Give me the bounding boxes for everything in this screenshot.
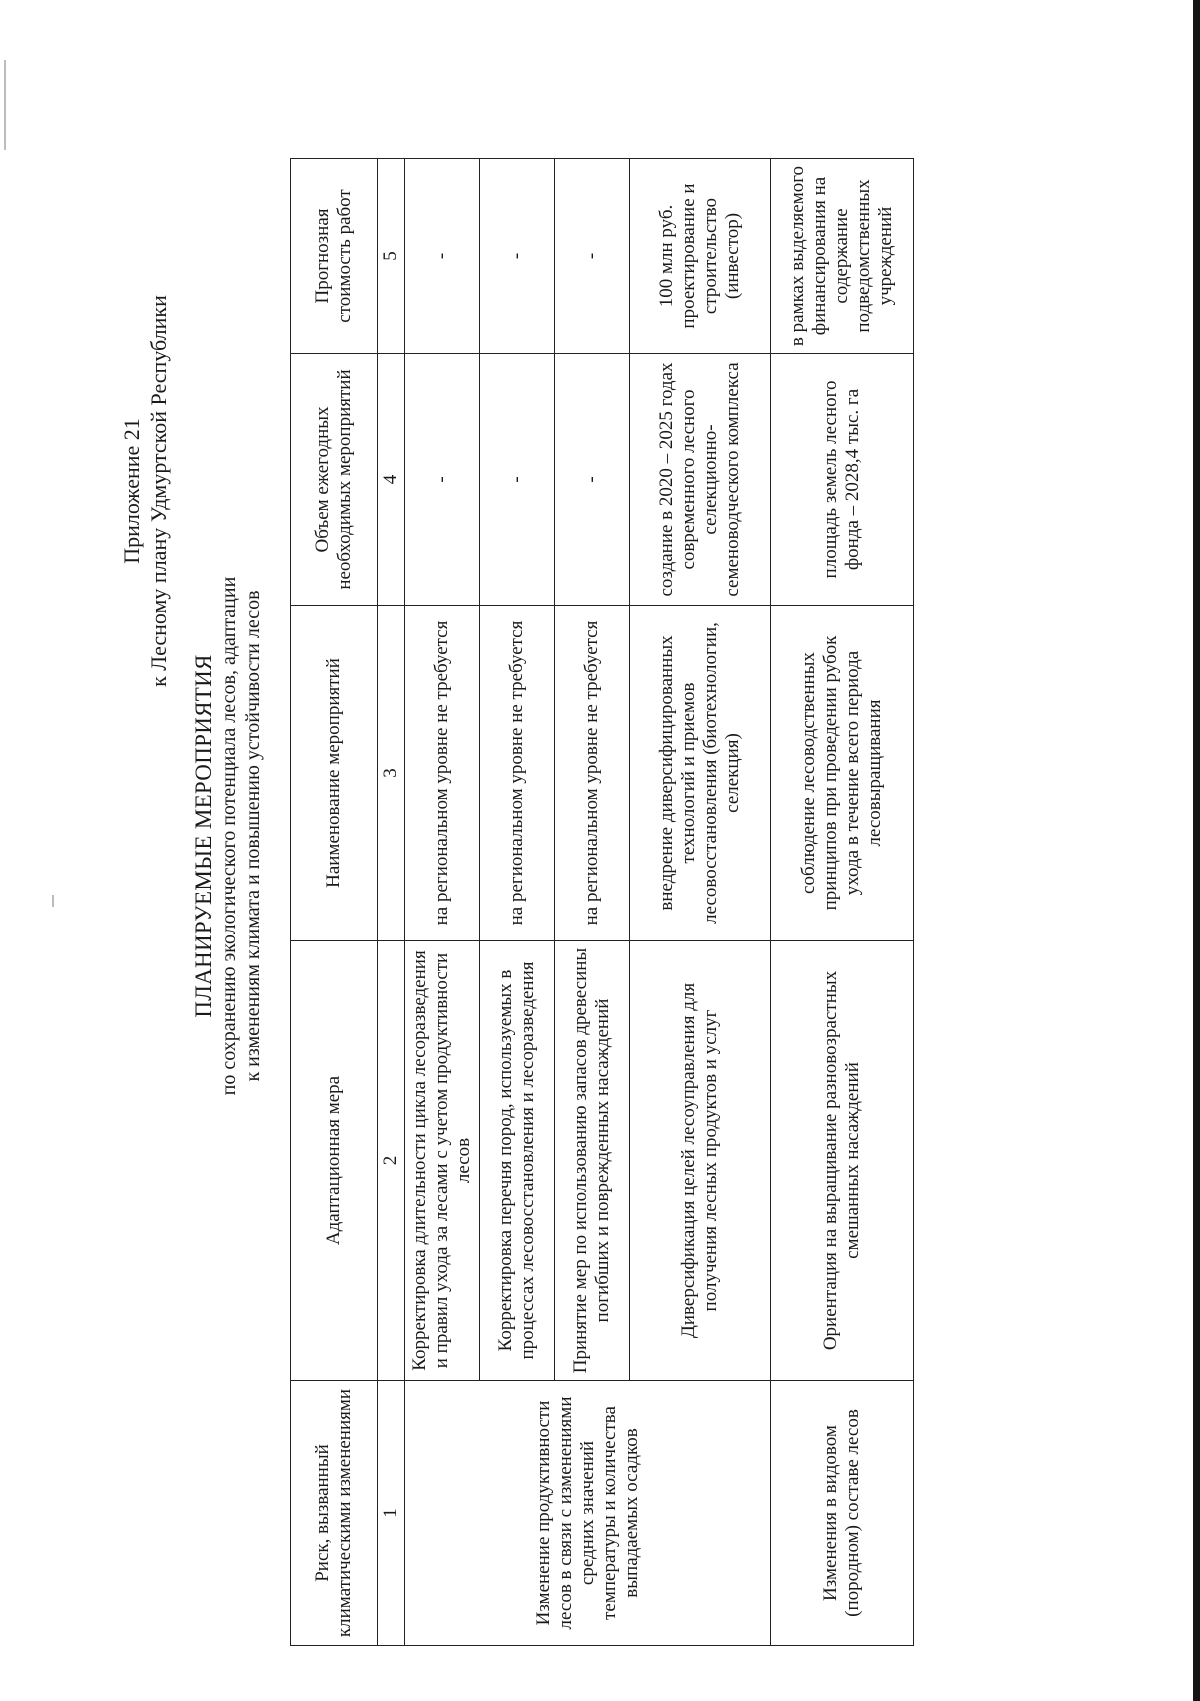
cost-cell: - xyxy=(405,159,480,354)
risk-cell: Изменение продуктивности лесов в связи с изменениями средних значений температуры и количества выпадаемых осадков xyxy=(405,1381,771,1646)
title-heading: ПЛАНИРУЕМЫЕ МЕРОПРИЯТИЯ xyxy=(191,654,216,1018)
activity-cell: на региональном уровне не требуется xyxy=(480,606,555,941)
column-number: 5 xyxy=(378,159,405,354)
activity-cell: внедрение диверсифицированных технологий и приемов лесовосстановления (биотехнологии, селекция) xyxy=(630,606,771,941)
measure-cell: Ориентация на выращивание разновозрастных смешанных насаждений xyxy=(771,941,914,1381)
document-title xyxy=(190,306,265,1366)
table-header-row xyxy=(291,159,378,1646)
header-cost: Прогнозная стоимость работ xyxy=(291,159,378,354)
header-volume: Объем ежегодных необходимых мероприятий xyxy=(291,354,378,606)
volume-cell: - xyxy=(480,354,555,606)
appendix-number: Приложение 21 xyxy=(119,418,144,564)
table-row xyxy=(771,159,914,1646)
measure-cell: Корректировка длительности цикла лесоразведения и правил ухода за лесами с учетом продуктивности лесов xyxy=(405,941,480,1381)
title-subtitle-1: по сохранению экологического потенциала лесов, адаптации xyxy=(218,576,240,1096)
column-number-row xyxy=(378,159,405,1646)
measure-cell: Принятие мер по использованию запасов древесины погибших и поврежденных насаждений xyxy=(555,941,630,1381)
risk-cell: Изменения в видовом (породном) составе лесов xyxy=(771,1381,914,1646)
activity-cell: на региональном уровне не требуется xyxy=(555,606,630,941)
header-risk: Риск, вызванный климатическими изменениями xyxy=(291,1381,378,1646)
volume-cell: площадь земель лесного фонда – 2028,4 тыс. га xyxy=(771,354,914,606)
cost-cell: в рамках выделяемого финансирования на содержание подведомственных учреждений xyxy=(771,159,914,354)
cost-cell: - xyxy=(480,159,555,354)
column-number: 1 xyxy=(378,1381,405,1646)
header-measure: Адаптационная мера xyxy=(291,941,378,1381)
header-activity: Наименование мероприятий xyxy=(291,606,378,941)
volume-cell: - xyxy=(405,354,480,606)
column-number: 4 xyxy=(378,354,405,606)
column-number: 2 xyxy=(378,941,405,1381)
cost-cell: - xyxy=(555,159,630,354)
cost-cell: 100 млн руб. проектирование и строительство (инвестор) xyxy=(630,159,771,354)
measure-cell: Корректировка перечня пород, используемых в процессах лесовосстановления и лесоразведения xyxy=(480,941,555,1381)
volume-cell: - xyxy=(555,354,630,606)
column-number: 3 xyxy=(378,606,405,941)
activity-cell: на региональном уровне не требуется xyxy=(405,606,480,941)
appendix-plan-name: к Лесному плану Удмуртской Республики xyxy=(146,295,171,687)
title-subtitle-2: к изменениям климата и повышению устойчивости лесов xyxy=(242,590,264,1082)
volume-cell: создание в 2020 – 2025 годах современного лесного селекционно-семеноводческого комплекса xyxy=(630,354,771,606)
activity-cell: соблюдение лесоводственных принципов при проведении рубок ухода в течение всего периода лесовыращивания xyxy=(771,606,914,941)
table-row xyxy=(405,159,480,1646)
measure-cell: Диверсификация целей лесоуправления для получения лесных продуктов и услуг xyxy=(630,941,771,1381)
appendix-reference xyxy=(118,141,172,841)
measures-table xyxy=(290,158,914,1646)
